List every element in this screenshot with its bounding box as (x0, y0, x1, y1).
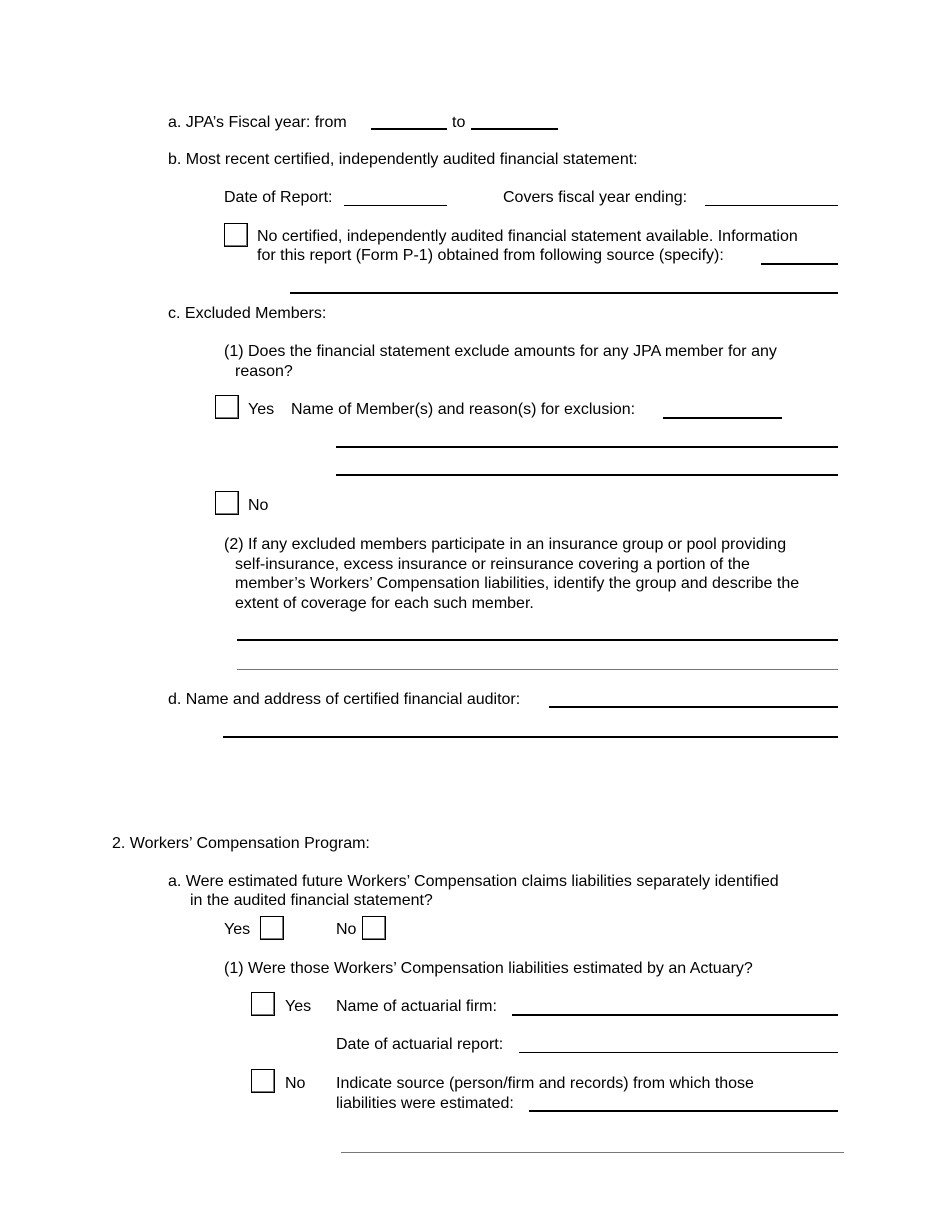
actuary-no-checkbox[interactable] (251, 1069, 275, 1093)
excluded-no-label: No (248, 497, 269, 514)
covers-fiscal-year-label: Covers fiscal year ending: (503, 189, 688, 206)
liability-source-line2: liabilities were estimated: (336, 1095, 514, 1112)
auditor-address-field[interactable] (223, 736, 838, 738)
excluded-members-line3-field[interactable] (336, 474, 838, 476)
excluded-q2-line1: (2) If any excluded members participate in an insurance group or pool providing (224, 536, 787, 553)
actuarial-report-date-label: Date of actuarial report: (336, 1036, 504, 1053)
excluded-yes-detail-label: Name of Member(s) and reason(s) for exclusion: (291, 401, 636, 418)
no-statement-text-line2: for this report (Form P-1) obtained from following source (specify): (257, 247, 724, 264)
covers-fiscal-year-field[interactable] (705, 205, 838, 206)
excluded-q2-line2: self-insurance, excess insurance or reinsurance covering a portion of the (235, 556, 750, 573)
liability-source-line1: Indicate source (person/firm and records) from which those (336, 1075, 754, 1092)
liabilities-yes-checkbox[interactable] (260, 916, 284, 940)
excluded-yes-label: Yes (248, 401, 275, 418)
liabilities-no-checkbox[interactable] (362, 916, 386, 940)
actuary-question: (1) Were those Workers’ Compensation liabilities estimated by an Actuary? (224, 960, 753, 977)
excluded-members-line2-field[interactable] (336, 446, 838, 448)
fiscal-year-to-field[interactable] (471, 128, 558, 130)
coverage-description-line2-field[interactable] (237, 669, 838, 670)
liabilities-no-label: No (336, 921, 357, 938)
fiscal-year-from-field[interactable] (371, 128, 447, 130)
workers-comp-heading: 2. Workers’ Compensation Program: (112, 835, 370, 852)
actuarial-report-date-field[interactable] (519, 1052, 838, 1053)
actuary-yes-checkbox[interactable] (251, 992, 275, 1016)
auditor-label: d. Name and address of certified financial auditor: (168, 691, 521, 708)
no-statement-text-line1: No certified, independently audited financial statement available. Information (257, 228, 798, 245)
liabilities-yes-label: Yes (224, 921, 251, 938)
fiscal-year-label: a. JPA’s Fiscal year: from (168, 114, 347, 131)
excluded-q2-line4: extent of coverage for each such member. (235, 595, 534, 612)
audited-statement-heading: b. Most recent certified, independently audited financial statement: (168, 151, 638, 168)
source-specify-field[interactable] (761, 263, 838, 265)
excluded-q1-line1: (1) Does the financial statement exclude amounts for any JPA member for any (224, 343, 777, 360)
excluded-yes-checkbox[interactable] (215, 395, 239, 419)
no-statement-checkbox[interactable] (224, 223, 248, 247)
date-of-report-field[interactable] (344, 205, 447, 206)
date-of-report-label: Date of Report: (224, 189, 333, 206)
liability-source-field[interactable] (529, 1110, 838, 1112)
fiscal-year-to-label: to (452, 114, 466, 131)
coverage-description-field[interactable] (237, 639, 838, 641)
excluded-no-checkbox[interactable] (215, 491, 239, 515)
excluded-members-field[interactable] (663, 417, 782, 419)
auditor-name-field[interactable] (549, 706, 838, 708)
workers-comp-qa-line1: a. Were estimated future Workers’ Compensation claims liabilities separately identified (168, 873, 779, 890)
actuary-yes-label: Yes (285, 998, 312, 1015)
source-specify-continuation-field[interactable] (290, 292, 838, 294)
actuarial-firm-label: Name of actuarial firm: (336, 998, 497, 1015)
excluded-q2-line3: member’s Workers’ Compensation liabilities, identify the group and describe the (235, 575, 800, 592)
workers-comp-qa-line2: in the audited financial statement? (190, 892, 433, 909)
excluded-q1-line2: reason? (235, 363, 293, 380)
liability-source-line2-field[interactable] (341, 1152, 844, 1153)
actuarial-firm-field[interactable] (512, 1014, 838, 1016)
actuary-no-label: No (285, 1075, 306, 1092)
excluded-members-heading: c. Excluded Members: (168, 305, 327, 322)
